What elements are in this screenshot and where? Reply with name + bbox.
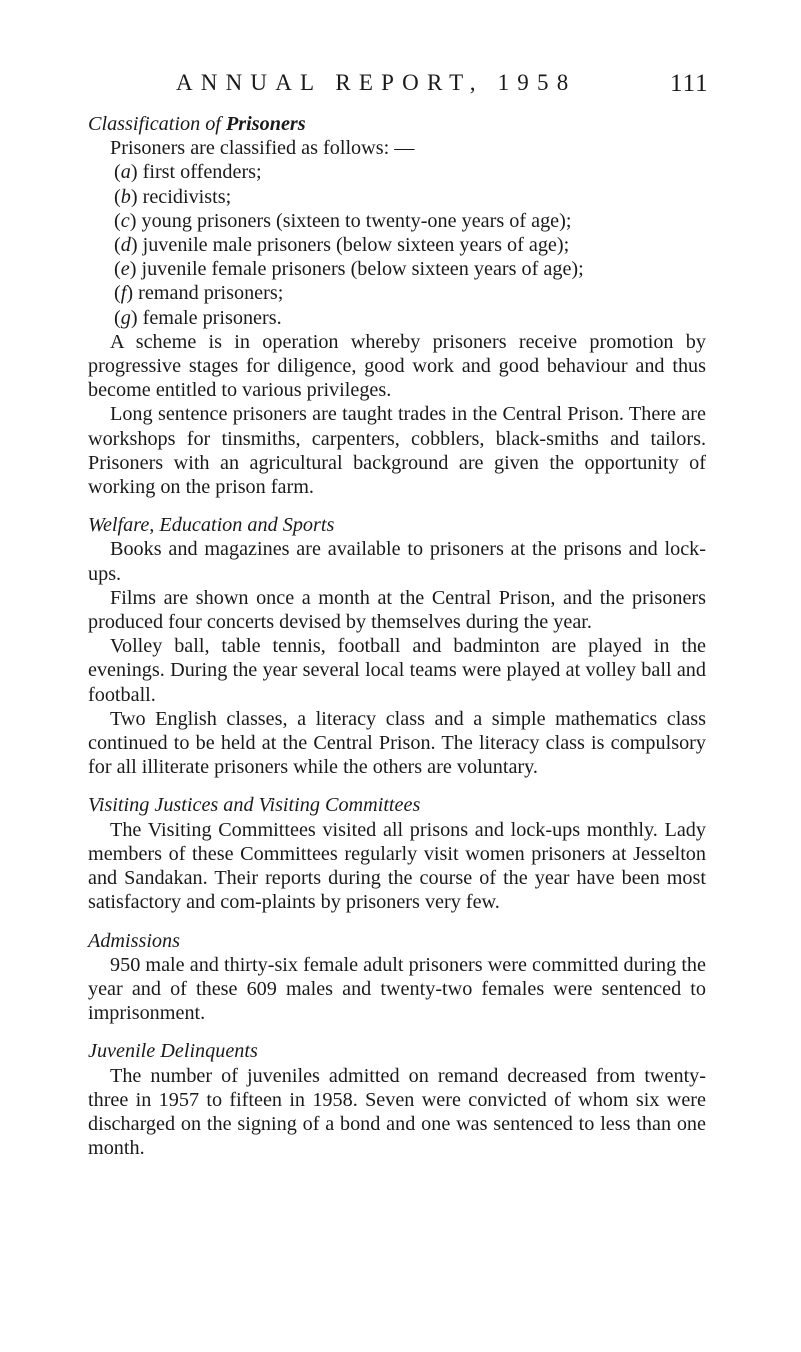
list-item-text: juvenile female prisoners (below sixteen years of age);: [141, 258, 584, 281]
list-item: (d) juvenile male prisoners (below sixteen years of age);: [114, 234, 570, 257]
heading-classification-part2: Prisoners: [225, 113, 306, 135]
section-admissions: [88, 929, 706, 1026]
classification-intro: Prisoners are classified as follows: —: [110, 137, 415, 160]
list-item: (c) young prisoners (sixteen to twenty-one years of age);: [114, 209, 572, 232]
list-item-text: female prisoners.: [142, 306, 282, 329]
list-item-text: remand prisoners;: [138, 282, 284, 305]
list-marker: a: [120, 161, 131, 184]
section-juvenile: [88, 1039, 706, 1160]
paragraph: Films are shown once a month at the Central Prison, and the prisoners produced four concerts devised by themselves during the year.: [88, 586, 706, 634]
paragraph: Two English classes, a literacy class and a simple mathematics class continued to be held at the Central Prison. The literacy class is compulsory for all illiterate prisoners while the others are voluntary.: [88, 707, 706, 779]
list-marker: b: [120, 185, 131, 208]
list-item-text: first offenders;: [142, 161, 262, 184]
section-visiting: [88, 793, 706, 914]
page-number: 111: [670, 70, 709, 97]
paragraph: Books and magazines are available to prisoners at the prisons and lock-ups.: [88, 538, 706, 585]
heading-juvenile: Juvenile Delinquents: [88, 1040, 258, 1063]
list-item: (e) juvenile female prisoners (below sixteen years of age);: [114, 258, 584, 281]
page-body: [88, 112, 706, 1160]
running-title: ANNUAL REPORT, 1958: [176, 70, 577, 95]
list-item-text: recidivists;: [142, 185, 232, 208]
section-classification: [88, 112, 706, 499]
classification-list: [88, 160, 706, 329]
heading-classification: [88, 112, 706, 136]
list-marker: g: [120, 306, 131, 329]
list-item-text: juvenile male prisoners (below sixteen years of age);: [142, 234, 570, 257]
list-item-text: young prisoners (sixteen to twenty-one years of age);: [141, 209, 572, 232]
heading-visiting: Visiting Justices and Visiting Committees: [88, 794, 421, 817]
paragraph: The Visiting Committees visited all prisons and lock-ups monthly. Lady members of these Committees regularly visit women prisoners at Jesselton and Sandakan. Their reports during the course of the year have been most satisfactory and com-plaints by prisoners very few.: [88, 818, 706, 914]
list-marker: e: [120, 258, 130, 281]
list-item: (b) recidivists;: [114, 185, 232, 208]
list-marker: c: [120, 209, 130, 232]
heading-classification-part1: Classification of: [88, 113, 226, 135]
list-item: (f) remand prisoners;: [114, 282, 284, 305]
paragraph: Volley ball, table tennis, football and badminton are played in the evenings. During the year several local teams were played at volley ball and football.: [88, 635, 706, 706]
heading-admissions: Admissions: [88, 929, 180, 952]
list-marker: d: [120, 234, 131, 257]
list-item: (a) first offenders;: [114, 161, 262, 184]
list-item: (g) female prisoners.: [114, 306, 282, 329]
paragraph: 950 male and thirty-six female adult prisoners were committed during the year and of these 609 males and twenty-two females were sentenced to imprisonment.: [88, 953, 706, 1025]
running-header: [0, 70, 801, 104]
heading-welfare: Welfare, Education and Sports: [88, 514, 335, 537]
list-marker: f: [120, 282, 127, 305]
paragraph: Long sentence prisoners are taught trades in the Central Prison. There are workshops for tinsmiths, carpenters, cobblers, black-smiths and tailors. Prisoners with an agricultural background are given the opportunity of working on the prison farm.: [88, 403, 706, 499]
paragraph: The number of juveniles admitted on remand decreased from twenty-three in 1957 to fifteen in 1958. Seven were convicted of whom six were discharged on the signing of a bond and one was sentenced to less than one month.: [88, 1064, 706, 1160]
section-welfare: [88, 513, 706, 779]
paragraph: A scheme is in operation whereby prisoners receive promotion by progressive stages for diligence, good work and good behaviour and thus become entitled to various privileges.: [88, 330, 706, 402]
